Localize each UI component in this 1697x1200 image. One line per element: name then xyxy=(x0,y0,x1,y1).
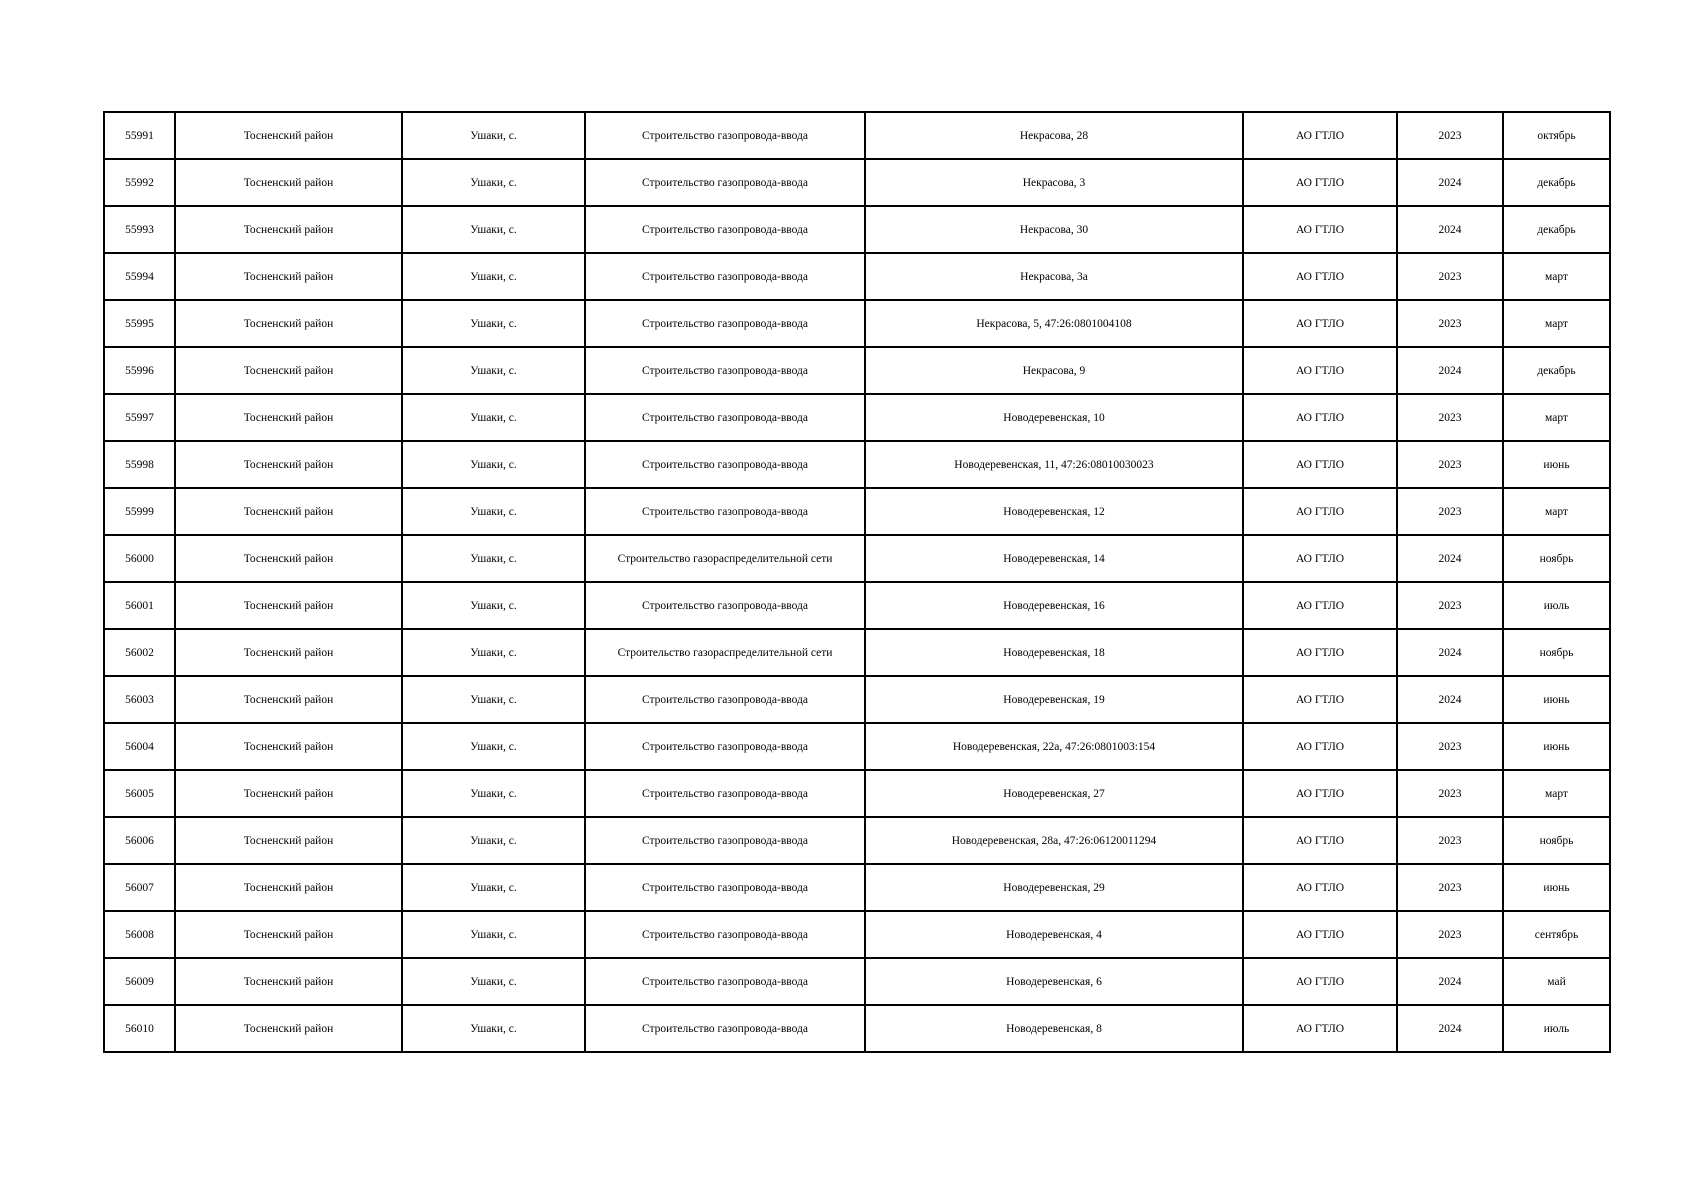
cell-district: Тосненский район xyxy=(175,535,402,582)
cell-district: Тосненский район xyxy=(175,159,402,206)
table-row xyxy=(104,394,1610,441)
cell-record-number: 56005 xyxy=(104,770,175,817)
cell-month: июнь xyxy=(1503,441,1610,488)
cell-month: март xyxy=(1503,394,1610,441)
cell-district: Тосненский район xyxy=(175,911,402,958)
cell-organization: АО ГТЛО xyxy=(1243,112,1397,159)
cell-month: июнь xyxy=(1503,864,1610,911)
cell-year: 2024 xyxy=(1397,676,1503,723)
cell-month: июль xyxy=(1503,582,1610,629)
cell-settlement: Ушаки, с. xyxy=(402,394,585,441)
cell-work-type: Строительство газопровода-ввода xyxy=(585,864,865,911)
table-row xyxy=(104,300,1610,347)
cell-organization: АО ГТЛО xyxy=(1243,394,1397,441)
cell-work-type: Строительство газопровода-ввода xyxy=(585,488,865,535)
table-row xyxy=(104,911,1610,958)
cell-work-type: Строительство газопровода-ввода xyxy=(585,911,865,958)
gasification-table xyxy=(103,111,1611,1053)
cell-address: Новодеревенская, 29 xyxy=(865,864,1243,911)
cell-month: октябрь xyxy=(1503,112,1610,159)
table-row xyxy=(104,864,1610,911)
cell-month: ноябрь xyxy=(1503,535,1610,582)
cell-year: 2023 xyxy=(1397,441,1503,488)
cell-month: март xyxy=(1503,253,1610,300)
cell-record-number: 56001 xyxy=(104,582,175,629)
cell-work-type: Строительство газопровода-ввода xyxy=(585,817,865,864)
cell-record-number: 55995 xyxy=(104,300,175,347)
cell-year: 2023 xyxy=(1397,112,1503,159)
table-body xyxy=(104,112,1610,1052)
cell-year: 2023 xyxy=(1397,723,1503,770)
cell-organization: АО ГТЛО xyxy=(1243,253,1397,300)
cell-settlement: Ушаки, с. xyxy=(402,441,585,488)
cell-work-type: Строительство газораспределительной сети xyxy=(585,629,865,676)
cell-district: Тосненский район xyxy=(175,112,402,159)
cell-settlement: Ушаки, с. xyxy=(402,159,585,206)
cell-year: 2023 xyxy=(1397,864,1503,911)
cell-district: Тосненский район xyxy=(175,582,402,629)
cell-organization: АО ГТЛО xyxy=(1243,911,1397,958)
cell-settlement: Ушаки, с. xyxy=(402,817,585,864)
table-row xyxy=(104,159,1610,206)
cell-district: Тосненский район xyxy=(175,441,402,488)
table-row xyxy=(104,629,1610,676)
cell-year: 2023 xyxy=(1397,770,1503,817)
cell-record-number: 55998 xyxy=(104,441,175,488)
table-row xyxy=(104,676,1610,723)
table-row xyxy=(104,488,1610,535)
cell-year: 2024 xyxy=(1397,206,1503,253)
cell-settlement: Ушаки, с. xyxy=(402,723,585,770)
table-row xyxy=(104,723,1610,770)
cell-district: Тосненский район xyxy=(175,958,402,1005)
cell-month: июнь xyxy=(1503,676,1610,723)
cell-record-number: 56008 xyxy=(104,911,175,958)
cell-month: июль xyxy=(1503,1005,1610,1052)
cell-address: Новодеревенская, 6 xyxy=(865,958,1243,1005)
cell-record-number: 55999 xyxy=(104,488,175,535)
cell-year: 2024 xyxy=(1397,535,1503,582)
cell-organization: АО ГТЛО xyxy=(1243,629,1397,676)
cell-organization: АО ГТЛО xyxy=(1243,958,1397,1005)
cell-work-type: Строительство газопровода-ввода xyxy=(585,206,865,253)
cell-address: Новодеревенская, 18 xyxy=(865,629,1243,676)
cell-district: Тосненский район xyxy=(175,488,402,535)
cell-year: 2023 xyxy=(1397,300,1503,347)
cell-work-type: Строительство газопровода-ввода xyxy=(585,300,865,347)
cell-organization: АО ГТЛО xyxy=(1243,864,1397,911)
cell-district: Тосненский район xyxy=(175,770,402,817)
cell-month: декабрь xyxy=(1503,159,1610,206)
cell-record-number: 55993 xyxy=(104,206,175,253)
cell-work-type: Строительство газопровода-ввода xyxy=(585,159,865,206)
cell-settlement: Ушаки, с. xyxy=(402,911,585,958)
cell-month: декабрь xyxy=(1503,347,1610,394)
cell-address: Некрасова, 3 xyxy=(865,159,1243,206)
table-row xyxy=(104,817,1610,864)
cell-record-number: 56007 xyxy=(104,864,175,911)
cell-settlement: Ушаки, с. xyxy=(402,253,585,300)
table-row xyxy=(104,770,1610,817)
cell-month: декабрь xyxy=(1503,206,1610,253)
cell-month: июнь xyxy=(1503,723,1610,770)
cell-address: Некрасова, 28 xyxy=(865,112,1243,159)
cell-work-type: Строительство газораспределительной сети xyxy=(585,535,865,582)
cell-organization: АО ГТЛО xyxy=(1243,300,1397,347)
cell-record-number: 56006 xyxy=(104,817,175,864)
cell-address: Новодеревенская, 28а, 47:26:06120011294 xyxy=(865,817,1243,864)
cell-district: Тосненский район xyxy=(175,206,402,253)
cell-settlement: Ушаки, с. xyxy=(402,770,585,817)
cell-record-number: 55992 xyxy=(104,159,175,206)
cell-district: Тосненский район xyxy=(175,394,402,441)
cell-district: Тосненский район xyxy=(175,864,402,911)
cell-work-type: Строительство газопровода-ввода xyxy=(585,582,865,629)
cell-settlement: Ушаки, с. xyxy=(402,864,585,911)
cell-address: Новодеревенская, 19 xyxy=(865,676,1243,723)
cell-district: Тосненский район xyxy=(175,676,402,723)
cell-district: Тосненский район xyxy=(175,723,402,770)
cell-work-type: Строительство газопровода-ввода xyxy=(585,958,865,1005)
cell-year: 2023 xyxy=(1397,582,1503,629)
table-row xyxy=(104,206,1610,253)
cell-address: Новодеревенская, 16 xyxy=(865,582,1243,629)
cell-district: Тосненский район xyxy=(175,347,402,394)
cell-organization: АО ГТЛО xyxy=(1243,817,1397,864)
cell-district: Тосненский район xyxy=(175,300,402,347)
cell-address: Некрасова, 3а xyxy=(865,253,1243,300)
cell-work-type: Строительство газопровода-ввода xyxy=(585,347,865,394)
cell-year: 2023 xyxy=(1397,911,1503,958)
cell-month: сентябрь xyxy=(1503,911,1610,958)
cell-address: Некрасова, 9 xyxy=(865,347,1243,394)
cell-settlement: Ушаки, с. xyxy=(402,300,585,347)
cell-settlement: Ушаки, с. xyxy=(402,206,585,253)
cell-year: 2023 xyxy=(1397,394,1503,441)
cell-settlement: Ушаки, с. xyxy=(402,629,585,676)
cell-district: Тосненский район xyxy=(175,817,402,864)
cell-work-type: Строительство газопровода-ввода xyxy=(585,441,865,488)
table-row xyxy=(104,347,1610,394)
cell-organization: АО ГТЛО xyxy=(1243,206,1397,253)
cell-address: Новодеревенская, 10 xyxy=(865,394,1243,441)
cell-address: Новодеревенская, 8 xyxy=(865,1005,1243,1052)
cell-year: 2024 xyxy=(1397,159,1503,206)
cell-year: 2023 xyxy=(1397,488,1503,535)
cell-work-type: Строительство газопровода-ввода xyxy=(585,1005,865,1052)
table-row xyxy=(104,441,1610,488)
cell-record-number: 55994 xyxy=(104,253,175,300)
cell-year: 2024 xyxy=(1397,629,1503,676)
cell-settlement: Ушаки, с. xyxy=(402,112,585,159)
cell-work-type: Строительство газопровода-ввода xyxy=(585,723,865,770)
cell-month: ноябрь xyxy=(1503,629,1610,676)
cell-year: 2023 xyxy=(1397,253,1503,300)
cell-address: Некрасова, 5, 47:26:0801004108 xyxy=(865,300,1243,347)
table-row xyxy=(104,1005,1610,1052)
cell-record-number: 56009 xyxy=(104,958,175,1005)
cell-year: 2023 xyxy=(1397,817,1503,864)
cell-organization: АО ГТЛО xyxy=(1243,441,1397,488)
cell-month: март xyxy=(1503,770,1610,817)
cell-settlement: Ушаки, с. xyxy=(402,1005,585,1052)
cell-year: 2024 xyxy=(1397,1005,1503,1052)
table-row xyxy=(104,535,1610,582)
cell-address: Некрасова, 30 xyxy=(865,206,1243,253)
cell-settlement: Ушаки, с. xyxy=(402,347,585,394)
cell-address: Новодеревенская, 22а, 47:26:0801003:154 xyxy=(865,723,1243,770)
cell-organization: АО ГТЛО xyxy=(1243,676,1397,723)
cell-district: Тосненский район xyxy=(175,629,402,676)
cell-work-type: Строительство газопровода-ввода xyxy=(585,112,865,159)
cell-work-type: Строительство газопровода-ввода xyxy=(585,253,865,300)
cell-organization: АО ГТЛО xyxy=(1243,723,1397,770)
cell-month: март xyxy=(1503,488,1610,535)
table-row xyxy=(104,582,1610,629)
cell-district: Тосненский район xyxy=(175,253,402,300)
table-row xyxy=(104,958,1610,1005)
cell-organization: АО ГТЛО xyxy=(1243,535,1397,582)
cell-settlement: Ушаки, с. xyxy=(402,488,585,535)
table-row xyxy=(104,112,1610,159)
cell-month: март xyxy=(1503,300,1610,347)
cell-district: Тосненский район xyxy=(175,1005,402,1052)
cell-work-type: Строительство газопровода-ввода xyxy=(585,394,865,441)
cell-organization: АО ГТЛО xyxy=(1243,1005,1397,1052)
cell-organization: АО ГТЛО xyxy=(1243,770,1397,817)
table-row xyxy=(104,253,1610,300)
cell-settlement: Ушаки, с. xyxy=(402,958,585,1005)
cell-record-number: 55997 xyxy=(104,394,175,441)
cell-settlement: Ушаки, с. xyxy=(402,535,585,582)
cell-record-number: 55991 xyxy=(104,112,175,159)
cell-address: Новодеревенская, 4 xyxy=(865,911,1243,958)
cell-address: Новодеревенская, 14 xyxy=(865,535,1243,582)
cell-record-number: 56003 xyxy=(104,676,175,723)
cell-organization: АО ГТЛО xyxy=(1243,347,1397,394)
cell-record-number: 56000 xyxy=(104,535,175,582)
cell-year: 2024 xyxy=(1397,958,1503,1005)
cell-year: 2024 xyxy=(1397,347,1503,394)
cell-month: ноябрь xyxy=(1503,817,1610,864)
cell-address: Новодеревенская, 27 xyxy=(865,770,1243,817)
cell-record-number: 55996 xyxy=(104,347,175,394)
cell-settlement: Ушаки, с. xyxy=(402,582,585,629)
cell-record-number: 56004 xyxy=(104,723,175,770)
cell-record-number: 56010 xyxy=(104,1005,175,1052)
cell-record-number: 56002 xyxy=(104,629,175,676)
cell-month: май xyxy=(1503,958,1610,1005)
cell-organization: АО ГТЛО xyxy=(1243,488,1397,535)
cell-settlement: Ушаки, с. xyxy=(402,676,585,723)
cell-work-type: Строительство газопровода-ввода xyxy=(585,676,865,723)
cell-work-type: Строительство газопровода-ввода xyxy=(585,770,865,817)
cell-address: Новодеревенская, 12 xyxy=(865,488,1243,535)
cell-organization: АО ГТЛО xyxy=(1243,159,1397,206)
cell-address: Новодеревенская, 11, 47:26:08010030023 xyxy=(865,441,1243,488)
cell-organization: АО ГТЛО xyxy=(1243,582,1397,629)
